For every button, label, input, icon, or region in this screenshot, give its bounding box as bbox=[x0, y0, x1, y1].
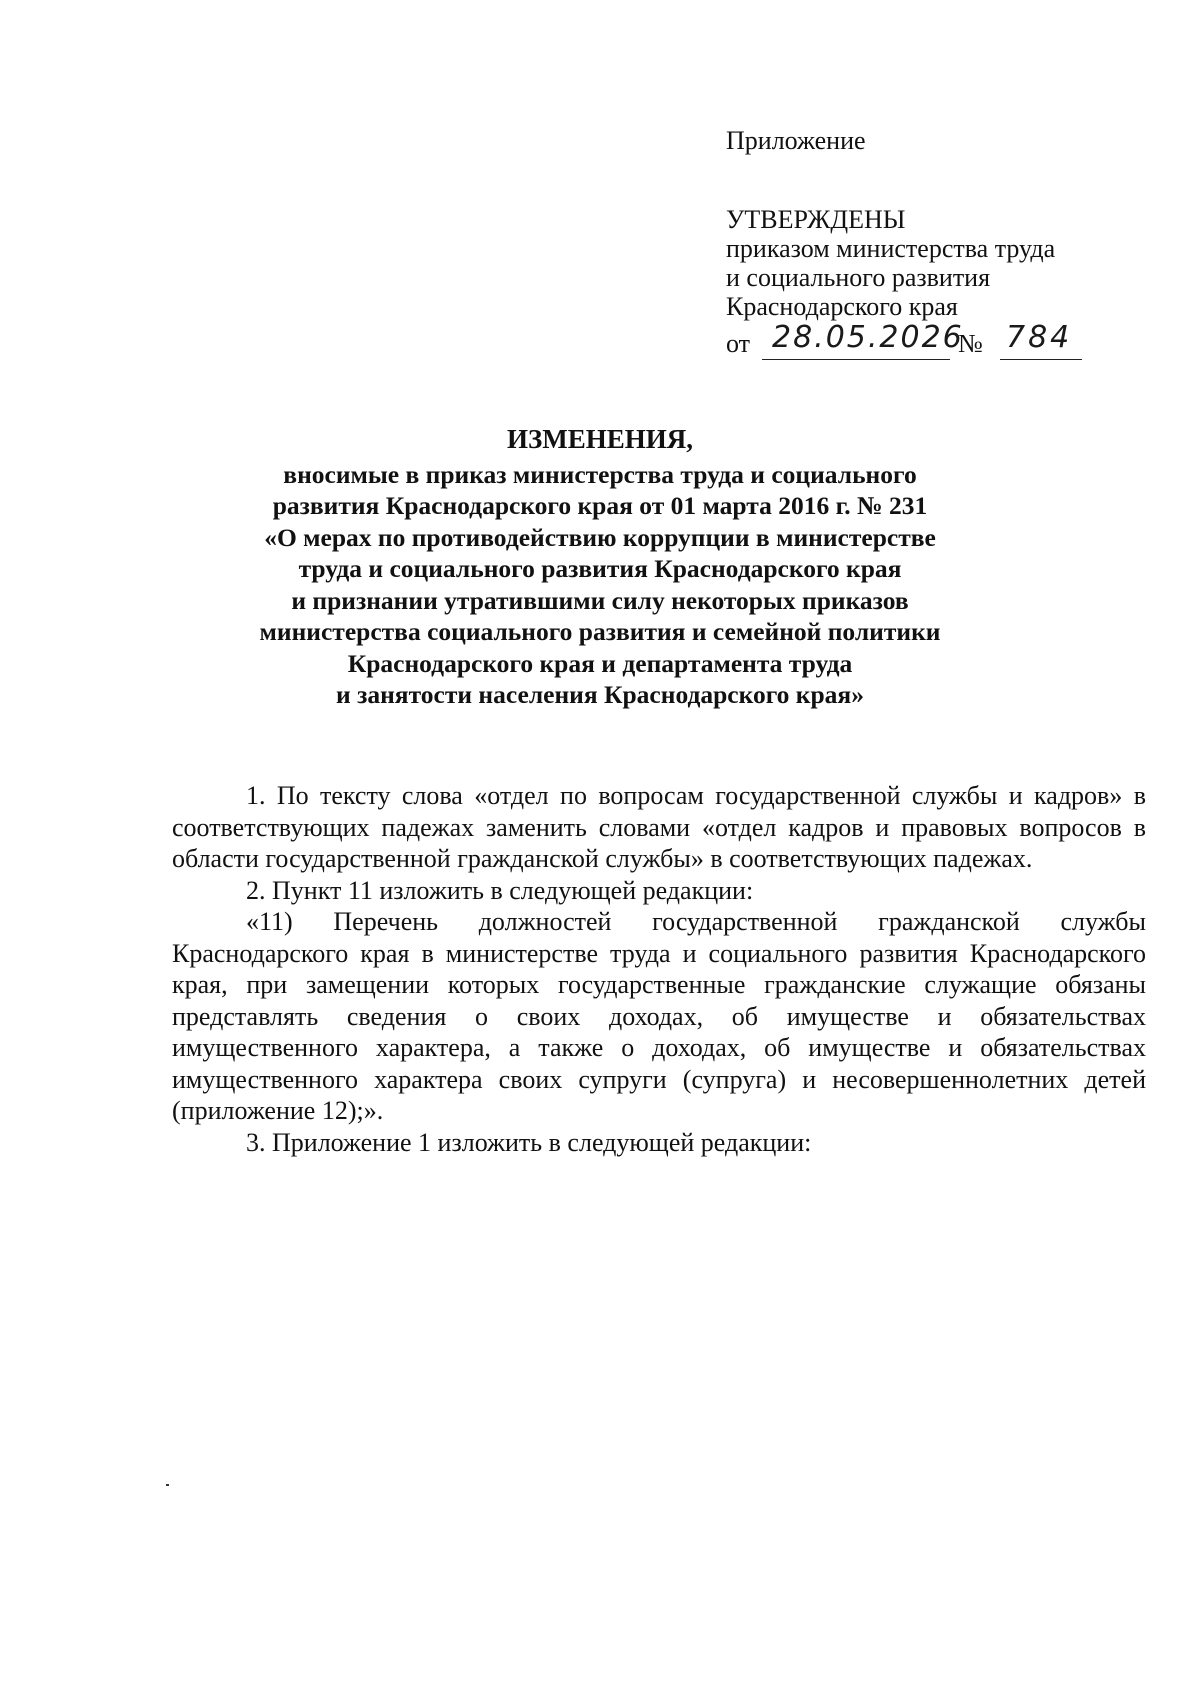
approval-line-1: приказом министерства труда bbox=[726, 234, 1056, 263]
number-prefix: № bbox=[958, 329, 983, 358]
title-line: Краснодарского края и департамента труда bbox=[347, 648, 853, 678]
title-line: «О мерах по противодействию коррупции в министерстве bbox=[264, 522, 936, 552]
paragraph-2: 2. Пункт 11 изложить в следующей редакции: bbox=[246, 875, 754, 905]
title-line: министерства социального развития и семейной политики bbox=[259, 617, 941, 646]
title-heading: ИЗМЕНЕНИЯ, bbox=[506, 424, 693, 454]
handwritten-date: 28.05.2026 bbox=[772, 320, 964, 355]
approval-line-3: Краснодарского края bbox=[726, 292, 958, 321]
approval-block bbox=[726, 126, 1146, 363]
title-line: и признании утратившими силу некоторых приказов bbox=[291, 585, 909, 615]
date-field bbox=[762, 320, 964, 360]
date-prefix: от bbox=[726, 329, 751, 358]
scan-speck bbox=[166, 1484, 169, 1486]
document-title bbox=[190, 424, 1010, 711]
appendix-label: Приложение bbox=[726, 126, 866, 155]
title-line: развития Краснодарского края от 01 марта 2016 г. № 231 bbox=[272, 491, 928, 520]
approval-line-2: и социального развития bbox=[726, 263, 991, 292]
document-body bbox=[172, 780, 1146, 1158]
paragraph-4: 3. Приложение 1 изложить в следующей редакции: bbox=[246, 1127, 812, 1157]
title-line: вносимые в приказ министерства труда и социального bbox=[283, 459, 917, 489]
handwritten-number: 784 bbox=[1006, 320, 1073, 355]
number-field bbox=[1000, 320, 1082, 360]
title-line: труда и социального развития Краснодарского края bbox=[298, 554, 902, 583]
approved-label: УТВЕРЖДЕНЫ bbox=[726, 205, 906, 234]
paragraph-3: «11) Перечень должностей государственной гражданской службы Краснодарского края в министерстве труда и социального развития Краснодарского края, при замещении которых государственные гражданские служащие обязаны представлять сведения о своих доходах, об имуществе и обязательствах имущественного характера, а также о доходах, об имуществе и обязательствах имущественного характера своих супруги (супруга) и несовершеннолетних детей (приложение 12);». bbox=[172, 907, 1146, 1125]
order-date-number-line bbox=[726, 320, 1146, 363]
title-line: и занятости населения Краснодарского края» bbox=[336, 680, 864, 709]
paragraph-1: 1. По тексту слова «отдел по вопросам государственной службы и кадров» в соответствующих падежах заменить словами «отдел кадров и правовых вопросов в области государственной гражданской службы» в соответствующих падежах. bbox=[172, 781, 1146, 873]
